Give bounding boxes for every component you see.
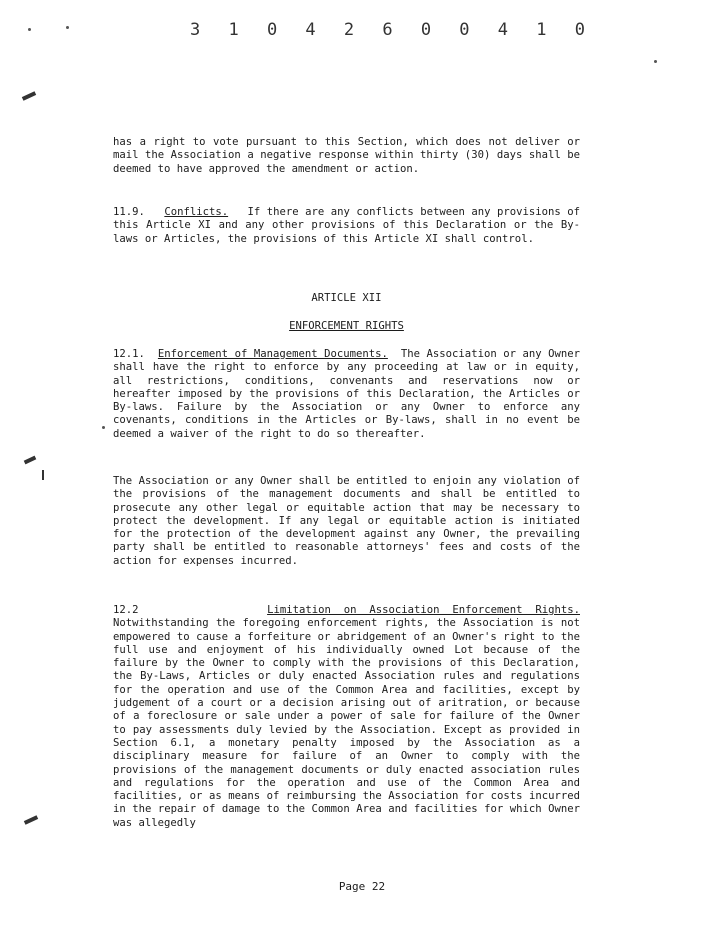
section-title: Enforcement of Management Documents. <box>157 348 388 360</box>
section-11-9 <box>113 206 580 246</box>
section-body: If there are any conflicts between any provisions of this Article XI and any other provisions of this Declaration or the By-laws or Articles, the provisions of this Article XI shall control. <box>113 206 580 245</box>
section-body: Notwithstanding the foregoing enforcement rights, the Association is not empowered to cause a forfeiture or abridgement of an Owner's right to the full use and enjoyment of his individually owned Lot because of the failure by the Owner to comply with the provisions of this Declaration, the By-Laws, Articles or duly enacted Association rules and regulations for the operation and use of the Common Area and facilities, except by judgement of a court or a decision arising out of aritration, or because of a foreclosure or sale under a power of sale for failure of the Owner to pay assessments duly levied by the Association. Except as provided in Section 6.1, a monetary penalty imposed by the Association as a disciplinary measure for failure of an Owner to comply with the provisions of the management documents or duly enacted association rules and regulations for the operation and use of the Common Area and facilities, or as means of reimbursing the Association for costs incurred in the repair of damage to the Common Area and facilities for which Owner was allegedly <box>113 617 580 829</box>
page-number: Page 22 <box>338 880 386 893</box>
document-number: 3 1 0 4 2 6 0 0 4 1 0 <box>190 20 594 40</box>
section-body: The Association or any Owner shall have the right to enforce by any proceeding at law or in equity, all restrictions, conditions, convenants and reservations now or hereafter imposed by the provisions of this Declaration, the Articles or By-laws. Failure by the Association or any Owner to enforce any covenants, conditions in the Articles or By-laws, shall in no event be deemed a waiver of the right to do so thereafter. <box>113 348 580 440</box>
scan-mark <box>24 456 37 465</box>
section-title: Conflicts. <box>164 206 229 218</box>
section-12-1 <box>113 348 580 441</box>
article-heading: ARTICLE XII <box>311 292 382 304</box>
scan-speck <box>102 426 105 429</box>
scan-speck <box>654 60 657 63</box>
section-number: 12.2 <box>113 604 139 616</box>
paragraph-continuation: has a right to vote pursuant to this Section, which does not deliver or mail the Association a negative response within thirty (30) days shall be deemed to have approved the amendment or action. <box>113 136 580 175</box>
scan-mark <box>22 91 36 101</box>
section-title: Limitation on Association Enforcement Rights. <box>267 604 580 616</box>
article-subheading: ENFORCEMENT RIGHTS <box>289 320 404 332</box>
section-12-2 <box>113 604 580 830</box>
section-number: 11.9. <box>113 206 145 218</box>
scan-mark <box>42 470 44 480</box>
scan-mark <box>24 815 38 825</box>
section-number: 12.1. <box>113 348 145 360</box>
paragraph-enjoin: The Association or any Owner shall be entitled to enjoin any violation of the provisions of the management documents and shall be entitled to prosecute any other legal or equitable action that may be necessary to protect the development. If any legal or equitable action is initiated for the protection of the development against any Owner, the prevailing party shall be entitled to reasonable attorneys' fees and costs of the action for expenses incurred. <box>113 475 580 567</box>
scan-speck <box>66 26 69 29</box>
scan-speck <box>28 28 31 31</box>
